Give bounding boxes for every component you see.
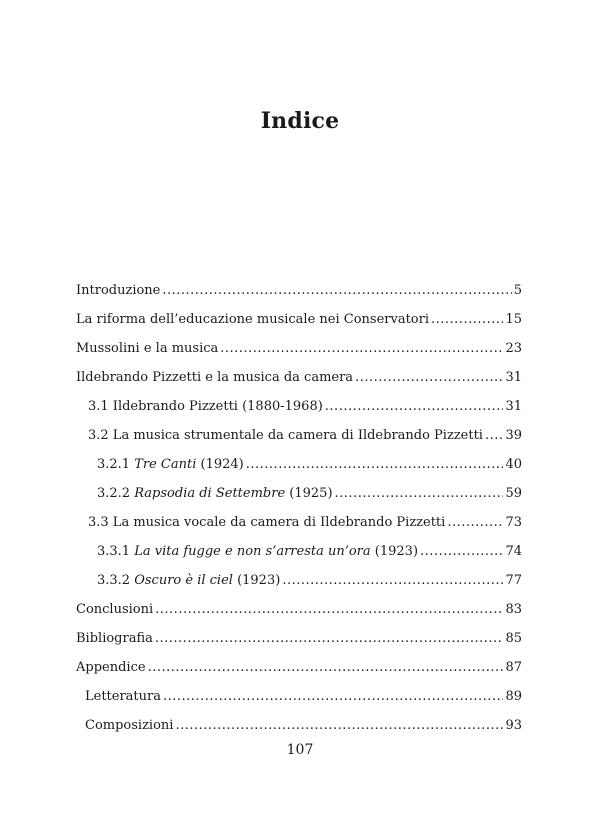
toc-entry-title (88, 426, 483, 446)
toc-entry-title (76, 339, 218, 359)
toc-entry-page-number: 93 (505, 718, 522, 733)
toc-entry-work-title: Oscuro è il ciel (134, 573, 233, 588)
toc-leader-dots (148, 658, 504, 678)
toc-entry-title-text: 3.2 La musica strumentale da camera di Ildebrando Pizzetti (88, 428, 483, 443)
toc-leader-dots (246, 455, 504, 475)
toc-entry-title (97, 484, 333, 504)
toc-leader-dots (355, 368, 503, 388)
page-title: Indice (260, 108, 340, 134)
toc-entry-page-number: 77 (505, 573, 522, 588)
toc-entry[interactable] (76, 687, 522, 716)
toc-leader-dots (163, 687, 503, 707)
toc-entry-page-number: 39 (505, 428, 522, 443)
toc-leader-dots (155, 629, 504, 649)
toc-entry-page-number: 5 (513, 283, 522, 298)
toc-entry-page-number: 87 (505, 660, 522, 675)
toc-entry-title (76, 600, 153, 620)
toc-entry-title (76, 281, 160, 301)
toc-entry-title-text: 3.1 Ildebrando Pizzetti (1880-1968) (88, 399, 323, 414)
toc-entry-page-number: 31 (505, 370, 522, 385)
toc-leader-dots (447, 513, 503, 533)
toc-entry-title (88, 513, 445, 533)
toc-entry[interactable] (76, 455, 522, 484)
toc-entry-title-text: Mussolini e la musica (76, 341, 219, 356)
toc-entry-year: (1923) (370, 544, 419, 559)
toc-leader-dots (155, 600, 503, 620)
toc-entry-title (85, 687, 161, 707)
toc-entry-page-number: 89 (505, 689, 522, 704)
toc-leader-dots (325, 397, 504, 417)
toc-entry-work-title: Rapsodia di Settembre (134, 486, 286, 501)
toc-entry-title (76, 368, 353, 388)
toc-entry[interactable] (76, 629, 522, 658)
toc-entry-title-text: La riforma dell’educazione musicale nei Conservatori (76, 312, 430, 327)
toc-entry-work-title: La vita fugge e non s’arresta un’ora (134, 544, 371, 559)
page-number: 107 (286, 742, 314, 758)
toc-entry-title-text: Bibliografia (76, 631, 153, 646)
toc-entry-title-text: 3.3 La musica vocale da camera di Ildebrando Pizzetti (88, 515, 446, 530)
toc-entry-title (97, 571, 280, 591)
toc-leader-dots (282, 571, 503, 591)
toc-entry-title (88, 397, 323, 417)
toc-entry-year: (1923) (232, 573, 281, 588)
toc-entry[interactable] (76, 600, 522, 629)
toc-entry-title-text: Composizioni (85, 718, 174, 733)
toc-leader-dots (335, 484, 504, 504)
toc-entry[interactable] (76, 397, 522, 426)
toc-entry[interactable] (76, 542, 522, 571)
toc-entry-page-number: 85 (505, 631, 522, 646)
toc-leader-dots (420, 542, 503, 562)
toc-entry-title-text: Introduzione (76, 283, 161, 298)
table-of-contents (76, 281, 522, 745)
toc-entry[interactable] (76, 716, 522, 745)
toc-entry-title-text: Appendice (76, 660, 146, 675)
toc-entry-title-text: 3.2.2 (97, 486, 135, 501)
toc-entry-title (97, 542, 418, 562)
toc-entry-page-number: 59 (505, 486, 522, 501)
toc-entry[interactable] (76, 426, 522, 455)
toc-entry[interactable] (76, 368, 522, 397)
toc-entry-page-number: 73 (505, 515, 522, 530)
toc-entry[interactable] (76, 281, 522, 310)
toc-entry-title-text: Conclusioni (76, 602, 154, 617)
toc-entry-page-number: 23 (505, 341, 522, 356)
toc-entry[interactable] (76, 484, 522, 513)
toc-entry-title (85, 716, 173, 736)
toc-leader-dots (175, 716, 503, 736)
toc-leader-dots (485, 426, 503, 446)
toc-entry-page-number: 74 (505, 544, 522, 559)
toc-entry-title-text: 3.2.1 (97, 457, 135, 472)
toc-entry-title (76, 629, 153, 649)
toc-entry[interactable] (76, 513, 522, 542)
toc-entry-title-text: Ildebrando Pizzetti e la musica da camera (76, 370, 354, 385)
toc-entry[interactable] (76, 658, 522, 687)
toc-leader-dots (220, 339, 503, 359)
toc-entry-page-number: 31 (505, 399, 522, 414)
toc-entry-year: (1925) (285, 486, 333, 501)
toc-leader-dots (162, 281, 511, 301)
toc-entry-page-number: 40 (505, 457, 522, 472)
toc-entry[interactable] (76, 310, 522, 339)
toc-leader-dots (431, 310, 503, 330)
toc-entry[interactable] (76, 571, 522, 600)
toc-entry-title-text: 3.3.1 (97, 544, 135, 559)
toc-entry-title-text: 3.3.2 (97, 573, 135, 588)
toc-entry[interactable] (76, 339, 522, 368)
toc-entry-title (76, 658, 146, 678)
toc-entry-page-number: 15 (505, 312, 522, 327)
toc-entry-page-number: 83 (505, 602, 522, 617)
toc-entry-title (97, 455, 244, 475)
toc-entry-title-text: Letteratura (85, 689, 161, 704)
toc-entry-year: (1924) (196, 457, 244, 472)
toc-entry-work-title: Tre Canti (134, 457, 197, 472)
toc-entry-title (76, 310, 429, 330)
